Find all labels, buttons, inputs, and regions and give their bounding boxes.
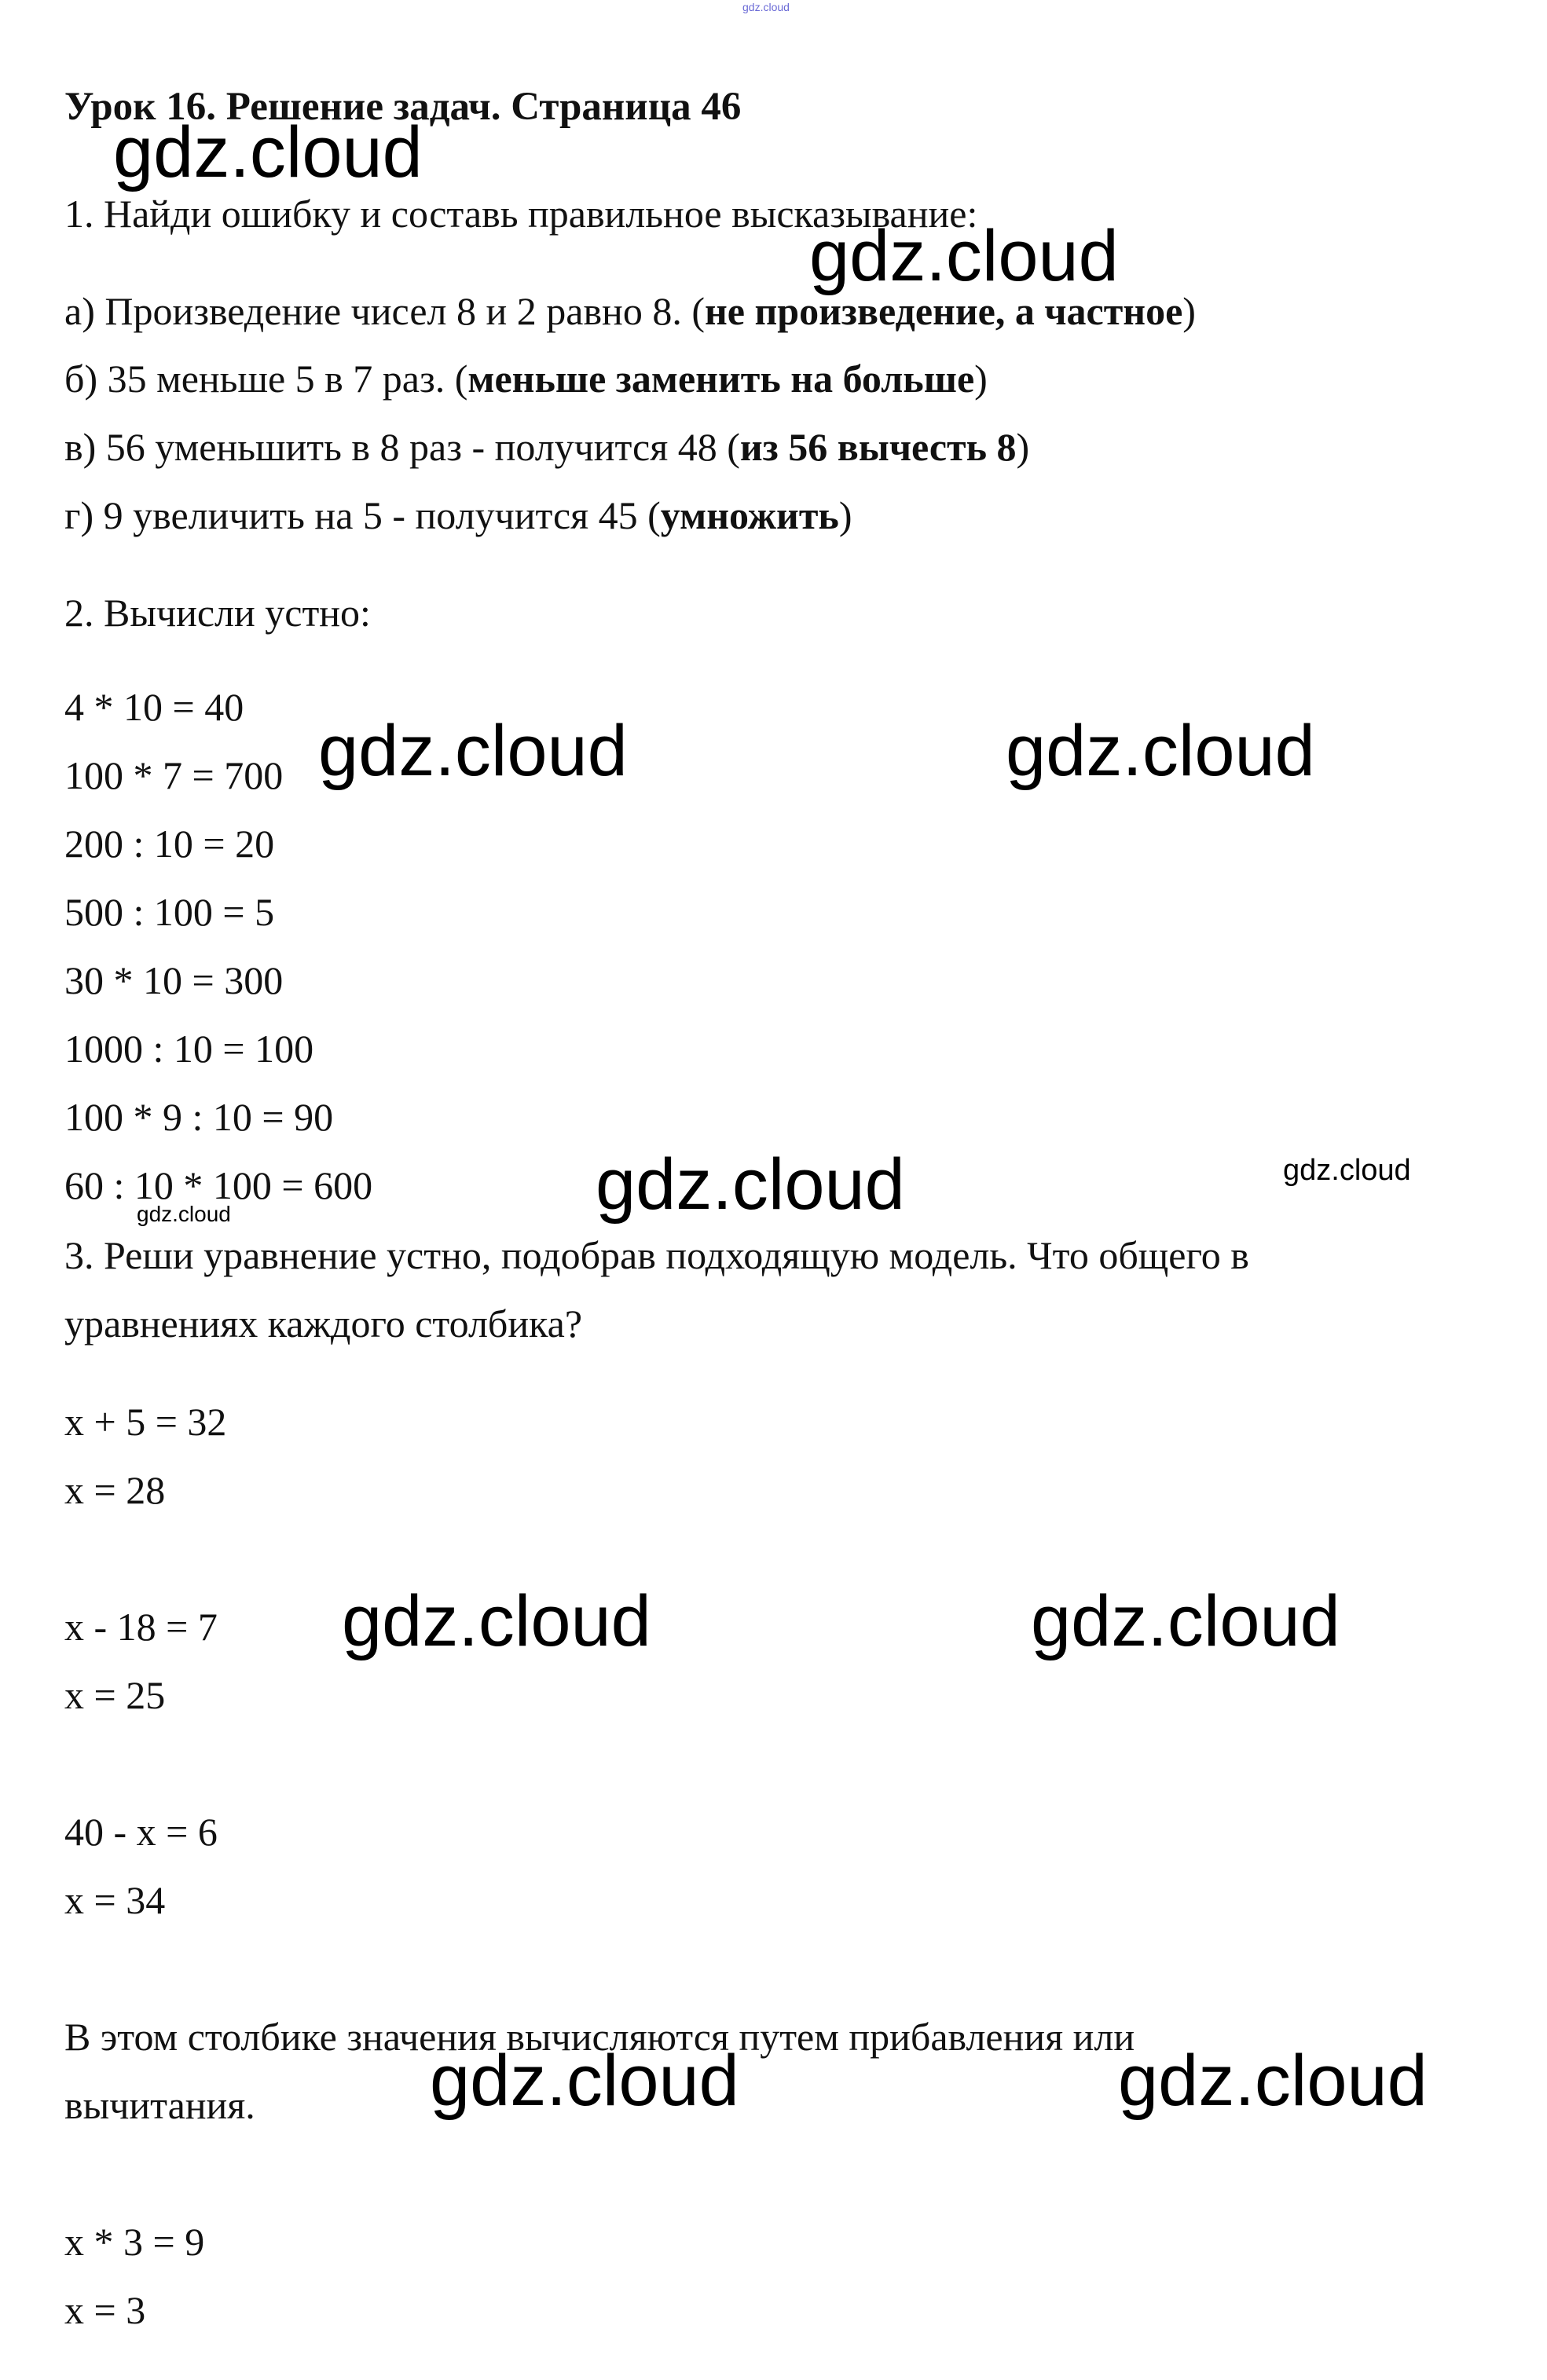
task1-item-c: в) 56 уменьшить в 8 раз - получится 48 (из 56 вычесть 8) xyxy=(64,425,1030,469)
equation: 40 - x = 6 xyxy=(64,1810,218,1854)
calc-line: 200 : 10 = 20 xyxy=(64,822,275,866)
equation-answer: x = 34 xyxy=(64,1878,166,1922)
equation: x * 3 = 9 xyxy=(64,2220,205,2264)
conclusion-line1: В этом столбике значения вычисляются путем прибавления или xyxy=(64,2015,1135,2059)
calc-line: 500 : 100 = 5 xyxy=(64,890,275,934)
watermark: gdz.cloud xyxy=(113,112,423,192)
watermark: gdz.cloud xyxy=(742,1,790,13)
watermark: gdz.cloud xyxy=(596,1144,905,1225)
calc-line: 1000 : 10 = 100 xyxy=(64,1027,314,1071)
watermark: gdz.cloud xyxy=(1118,2041,1428,2121)
equation-answer: x = 3 xyxy=(64,2288,146,2332)
task2-heading: 2. Вычисли устно: xyxy=(64,591,371,635)
calc-line: 4 * 10 = 40 xyxy=(64,685,244,729)
task3-heading-line1: 3. Реши уравнение устно, подобрав подходящую модель. Что общего в xyxy=(64,1233,1249,1277)
calc-line: 60 : 10 * 100 = 600 xyxy=(64,1163,373,1207)
watermark: gdz.cloud xyxy=(1283,1154,1411,1187)
task1-item-d: г) 9 увеличить на 5 - получится 45 (умножить) xyxy=(64,493,852,537)
calc-line: 30 * 10 = 300 xyxy=(64,958,284,1002)
task1-heading: 1. Найди ошибку и составь правильное высказывание: xyxy=(64,192,978,236)
watermark: gdz.cloud xyxy=(1031,1581,1340,1661)
page-title: Урок 16. Решение задач. Страница 46 xyxy=(64,85,742,129)
watermark: gdz.cloud xyxy=(318,711,628,791)
calc-line: 100 * 9 : 10 = 90 xyxy=(64,1095,334,1139)
watermark: gdz.cloud xyxy=(1006,711,1315,791)
calc-line: 100 * 7 = 700 xyxy=(64,753,284,797)
task1-item-b: б) 35 меньше 5 в 7 раз. (меньше заменить на больше) xyxy=(64,357,988,401)
equation-answer: x = 28 xyxy=(64,1468,166,1512)
equation-answer: x = 25 xyxy=(64,1673,166,1717)
conclusion-line2: вычитания. xyxy=(64,2083,255,2127)
watermark: gdz.cloud xyxy=(342,1581,651,1661)
watermark: gdz.cloud xyxy=(809,216,1119,296)
task3-heading-line2: уравнениях каждого столбика? xyxy=(64,1302,583,1346)
equation: x + 5 = 32 xyxy=(64,1400,227,1444)
watermark: gdz.cloud xyxy=(137,1202,231,1226)
task1-item-a: а) Произведение чисел 8 и 2 равно 8. (не произведение, а частное) xyxy=(64,289,1196,333)
equation: x - 18 = 7 xyxy=(64,1605,218,1649)
watermark: gdz.cloud xyxy=(430,2041,739,2121)
